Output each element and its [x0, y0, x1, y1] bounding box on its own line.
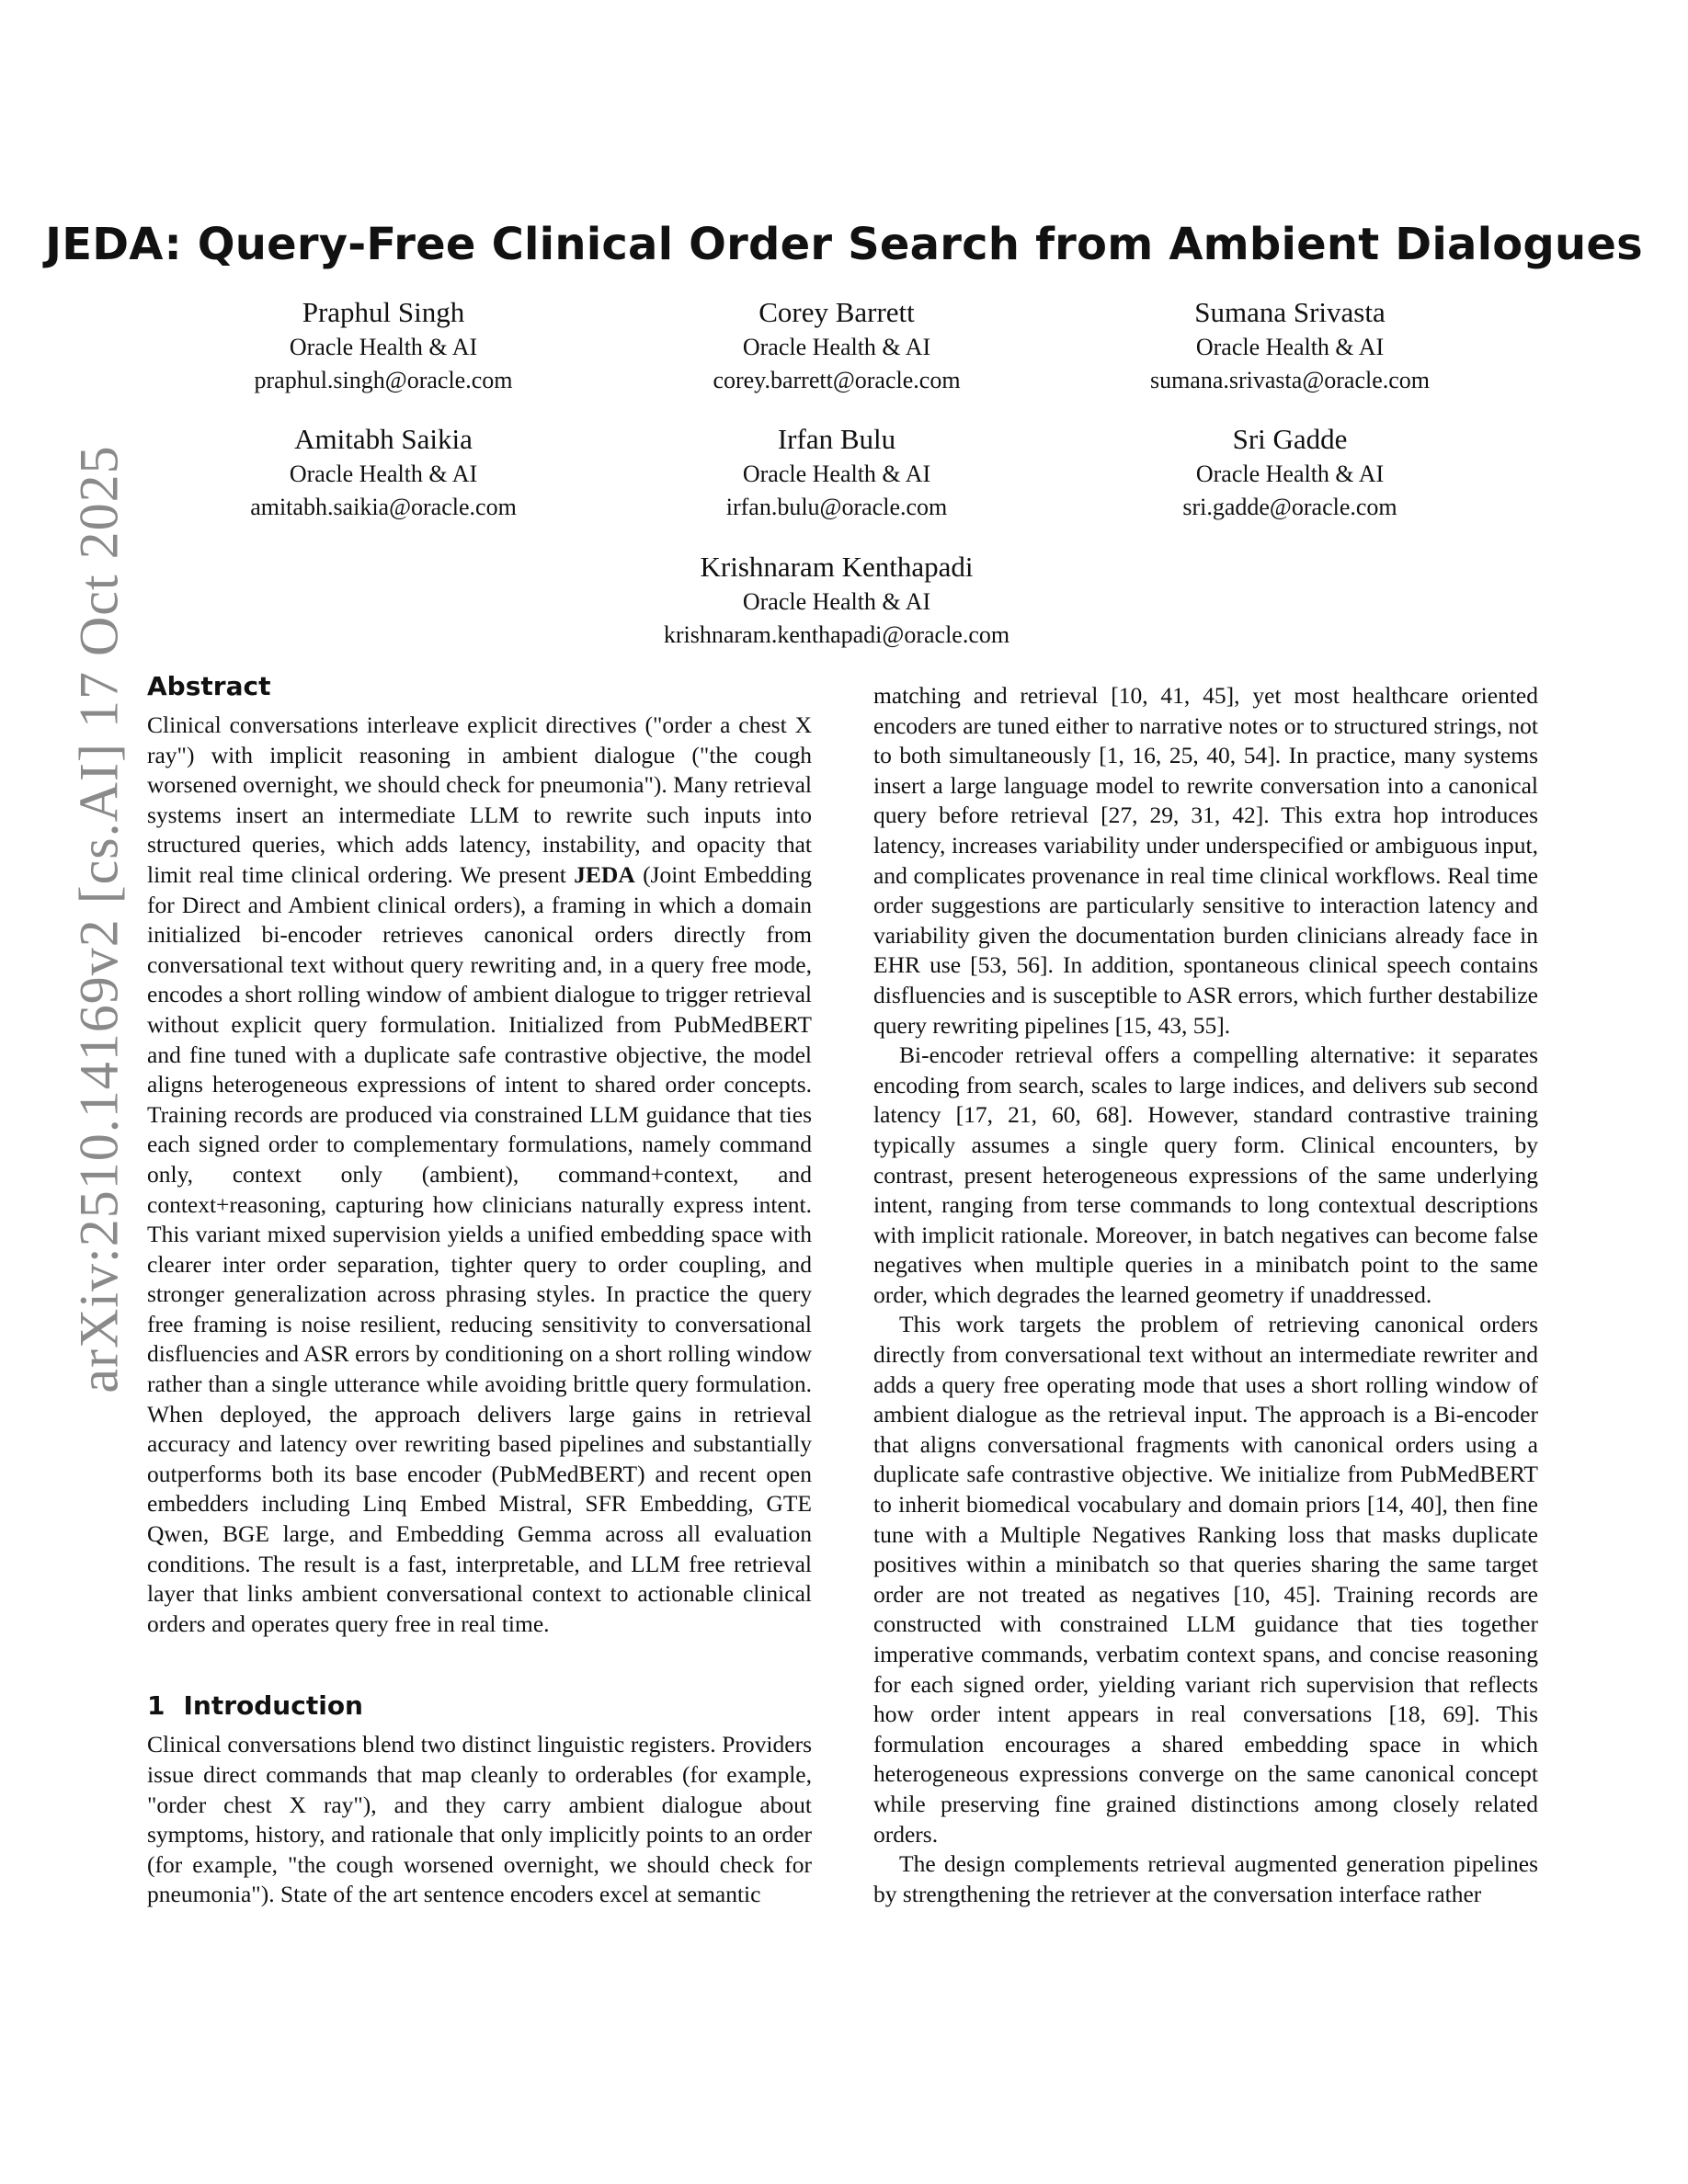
- intro-paragraph: Clinical conversations blend two distinct linguistic registers. Providers issue direct commands that map cleanly to orderables (for example, "order chest X ray"), and they carry ambient dialogue about symptoms, history, and rationale that only implicitly points to an order (for example, "the cough worsened overnight, we should check for pneumonia"). State of the art sentence encoders excel at semantic: [147, 1731, 812, 1908]
- author-affiliation: Oracle Health & AI: [1195, 461, 1385, 487]
- author-block: [144, 421, 622, 524]
- left-column: [147, 671, 812, 1910]
- author-name: Sri Gadde: [1232, 423, 1348, 455]
- author-email[interactable]: krishnaram.kenthapadi@oracle.com: [663, 621, 1010, 648]
- author-email[interactable]: sumana.srivasta@oracle.com: [1149, 367, 1431, 393]
- author-name: Krishnaram Kenthapadi: [700, 551, 974, 583]
- abstract-text: [147, 711, 812, 1639]
- author-block: [598, 549, 1076, 652]
- abstract-heading: Abstract: [147, 671, 271, 701]
- author-name: Amitabh Saikia: [294, 423, 473, 455]
- section-number: 1: [147, 1690, 165, 1722]
- author-block: [598, 294, 1076, 397]
- abstract-text-before: Clinical conversations interleave explicit directives ("order a chest X ray") with implicit reasoning in ambient dialogue ("the cough worsened overnight, we should check for pneumonia"). Many retrieval systems insert an intermediate LLM to rewrite such inputs into structured queries, which adds latency, instability, and opacity that limit real time clinical ordering. We present: [147, 711, 812, 888]
- right-column: [873, 681, 1538, 1909]
- author-affiliation: Oracle Health & AI: [289, 334, 478, 360]
- author-block: [1051, 294, 1529, 397]
- paper-title: JEDA: Query-Free Clinical Order Search from Ambient Dialogues: [45, 219, 1643, 270]
- intro-paragraph: matching and retrieval [10, 41, 45], yet most healthcare oriented encoders are tuned either to narrative notes or to structured strings, not to both simultaneously [1, 16, 25, 40, 54]. In practice, many systems insert a large language model to rewrite conversation into a canonical query before retrieval [27, 29, 31, 42]. This extra hop introduces latency, increases variability under underspecified or ambiguous input, and complicates provenance in real time clinical workflows. Real time order suggestions are particularly sensitive to interaction latency and variability given the documentation burden clinicians already face in EHR use [53, 56]. In addition, spontaneous clinical speech contains disfluencies and is susceptible to ASR errors, which further destabilize query rewriting pipelines [15, 43, 55].: [873, 682, 1538, 1039]
- author-email[interactable]: amitabh.saikia@oracle.com: [250, 494, 517, 520]
- author-name: Irfan Bulu: [777, 423, 896, 455]
- intro-paragraph: This work targets the problem of retrieving canonical orders directly from conversational text without an intermediate rewriter and adds a query free operating mode that uses a short rolling window of ambient dialogue as the retrieval input. The approach is a Bi-encoder that aligns conversational fragments with canonical orders using a duplicate safe contrastive objective. We initialize from PubMedBERT to inherit biomedical vocabulary and domain priors [14, 40], then fine tune with a Multiple Negatives Ranking loss that masks duplicate positives within a minibatch so that queries sharing the same target order are not treated as negatives [10, 45]. Training records are constructed with constrained LLM guidance that ties together imperative commands, verbatim context spans, and concise reasoning for each signed order, yielding variant rich supervision that reflects how order intent appears in real conversations [18, 69]. This formulation encourages a shared embedding space in which heterogeneous expressions converge on the same canonical concept while preserving fine grained distinctions among closely related orders.: [873, 1311, 1538, 1848]
- author-affiliation: Oracle Health & AI: [1195, 334, 1385, 360]
- abstract-text-after: (Joint Embedding for Direct and Ambient clinical orders), a framing in which a domain initialized bi-encoder retrieves canonical orders directly from conversational text without query rewriting and, in a query free mode, encodes a short rolling window of ambient dialogue to trigger retrieval without explicit query formulation. Initialized from PubMedBERT and fine tuned with a duplicate safe contrastive objective, the model aligns heterogeneous expressions of intent to shared order concepts. Training records are produced via constrained LLM guidance that ties each signed order to complementary formulations, namely command only, context only (ambient), command+context, and context+reasoning, capturing how clinicians naturally express intent. This variant mixed supervision yields a unified embedding space with clearer inter order separation, tighter query to order coupling, and stronger generalization across phrasing styles. In practice the query free framing is noise resilient, reducing sensitivity to conversational disfluencies and ASR errors by conditioning on a short rolling window rather than a single utterance while avoiding brittle query formulation. When deployed, the approach delivers large gains in retrieval accuracy and latency over rewriting based pipelines and substantially outperforms both its base encoder (PubMedBERT) and recent open embedders including Linq Embed Mistral, SFR Embedding, GTE Qwen, BGE large, and Embedding Gemma across all evaluation conditions. The result is a fast, interpretable, and LLM free retrieval layer that links ambient conversational context to actionable clinical orders and operates query free in real time.: [147, 860, 813, 1637]
- author-affiliation: Oracle Health & AI: [289, 461, 478, 487]
- author-affiliation: Oracle Health & AI: [742, 461, 931, 487]
- author-block: [598, 421, 1076, 524]
- author-affiliation: Oracle Health & AI: [742, 334, 931, 360]
- section-title: Introduction: [183, 1690, 363, 1722]
- author-block: [144, 294, 622, 397]
- author-block: [1051, 421, 1529, 524]
- abstract-emphasis: JEDA: [574, 860, 635, 888]
- introduction-heading: [147, 1690, 812, 1721]
- intro-paragraph: The design complements retrieval augmented generation pipelines by strengthening the retriever at the conversation interface rather: [873, 1850, 1538, 1907]
- arxiv-stamp: arXiv:2510.14169v2 [cs.AI] 17 Oct 2025: [68, 445, 130, 1393]
- author-email[interactable]: irfan.bulu@oracle.com: [725, 494, 948, 520]
- author-email[interactable]: corey.barrett@oracle.com: [713, 367, 961, 393]
- author-name: Sumana Srivasta: [1194, 296, 1386, 328]
- author-name: Praphul Singh: [302, 296, 465, 328]
- author-name: Corey Barrett: [758, 296, 915, 328]
- author-affiliation: Oracle Health & AI: [742, 588, 931, 615]
- author-email[interactable]: praphul.singh@oracle.com: [254, 367, 513, 393]
- intro-paragraph: Bi-encoder retrieval offers a compelling alternative: it separates encoding from search, scales to large indices, and delivers sub second latency [17, 21, 60, 68]. However, standard contrastive training typically assumes a single query form. Clinical encounters, by contrast, present heterogeneous expressions of the same underlying intent, ranging from terse commands to long contextual descriptions with implicit rationale. Moreover, in batch negatives can become false negatives when multiple queries in a minibatch point to the same order, which degrades the learned geometry if unaddressed.: [873, 1041, 1538, 1308]
- author-email[interactable]: sri.gadde@oracle.com: [1182, 494, 1397, 520]
